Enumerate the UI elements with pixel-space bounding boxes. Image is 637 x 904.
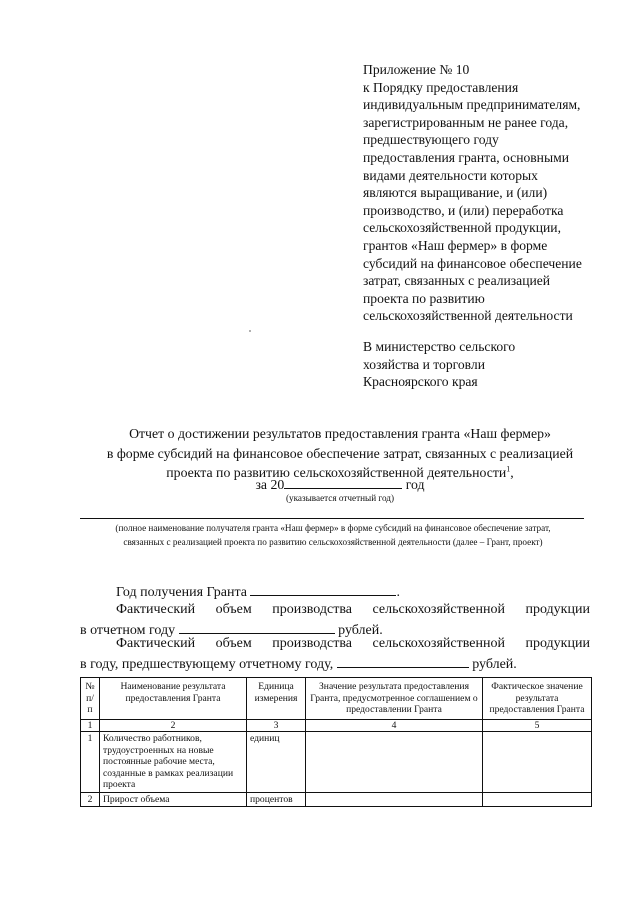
appendix-line: производство, и (или) переработка xyxy=(363,202,564,218)
recipient-note-line: связанных с реализацией проекта по развитию сельскохозяйственной деятельности (далее – Грант, проект) xyxy=(123,537,543,547)
footnote-mark: 1 xyxy=(506,464,511,474)
appendix-line: сельскохозяйственной продукции, xyxy=(363,220,561,236)
appendix-line: предшествующего году xyxy=(363,132,499,148)
grant-year-label: Год получения Гранта xyxy=(116,585,247,600)
addressee-line: хозяйства и торговли xyxy=(363,356,485,372)
row-planned-value[interactable] xyxy=(306,732,483,793)
word: сельскохозяйственной xyxy=(372,636,505,651)
recipient-note-line: (полное наименование получателя гранта «Наш фермер» в форме субсидий на финансовое обеспечение затрат, xyxy=(115,523,551,533)
report-title-line: проекта по развитию сельскохозяйственной деятельности$^1$, xyxy=(166,464,514,480)
row-unit: единиц xyxy=(247,732,306,793)
column-number: 2 xyxy=(100,719,247,732)
report-title-line: в форме субсидий на финансовое обеспечение затрат, связанных с реализацией xyxy=(106,445,574,461)
appendix-line: затрат, связанных с реализацией xyxy=(363,273,551,289)
word: объем xyxy=(215,602,252,617)
year-prefix: за 20 xyxy=(255,477,285,492)
year-blank-field[interactable] xyxy=(284,476,402,489)
table-row xyxy=(81,792,592,807)
addressee-block xyxy=(363,338,623,391)
word: продукции xyxy=(525,636,590,651)
production-previous-line1 xyxy=(116,636,590,652)
grant-year-blank[interactable] xyxy=(250,583,396,596)
grant-year-field xyxy=(116,583,400,601)
appendix-header xyxy=(363,61,623,325)
column-number: 3 xyxy=(247,719,306,732)
word: производства xyxy=(272,602,352,617)
row-result-name: Прирост объема xyxy=(100,792,247,807)
appendix-line: к Порядку предоставления xyxy=(363,79,519,95)
appendix-line: индивидуальным предпринимателям, xyxy=(363,97,581,113)
results-table xyxy=(80,677,592,807)
grant-year-end: . xyxy=(396,585,400,600)
report-title xyxy=(60,424,620,483)
previous-year-prefix: в году, предшествующему отчетному году, xyxy=(80,657,334,672)
column-number: 5 xyxy=(483,719,592,732)
scan-speck xyxy=(249,330,251,332)
year-hint: (указывается отчетный год) xyxy=(285,493,395,503)
reporting-year-amount-blank[interactable] xyxy=(179,621,335,634)
row-result-name: Количество работников, трудоустроенных на новые постоянные рабочие места, созданные в рамках реализации проекта xyxy=(100,732,247,793)
report-title-line3: проекта по развитию сельскохозяйственной деятельности xyxy=(166,465,507,480)
word: объем xyxy=(215,636,252,651)
report-title-line: Отчет о достижении результатов предоставления гранта «Наш фермер» xyxy=(129,426,551,441)
recipient-note xyxy=(72,521,594,549)
appendix-line: сельскохозяйственной деятельности xyxy=(363,308,573,324)
header-cell-planned: Значение результата предоставления Гранта, предусмотренное соглашением о предоставлении Гранта xyxy=(306,678,483,720)
appendix-line: видами деятельности которых xyxy=(363,167,538,183)
column-number: 1 xyxy=(81,719,100,732)
addressee-line: В министерство сельского xyxy=(363,339,516,354)
row-number: 2 xyxy=(81,792,100,807)
previous-year-amount-blank[interactable] xyxy=(337,655,469,668)
recipient-name-line[interactable] xyxy=(80,518,584,519)
report-year-line xyxy=(60,476,620,493)
word: продукции xyxy=(525,602,590,617)
row-unit: процентов xyxy=(247,792,306,807)
header-cell-unit: Единица измерения xyxy=(247,678,306,720)
appendix-line: Приложение № 10 xyxy=(363,62,470,77)
row-planned-value[interactable] xyxy=(306,792,483,807)
word: сельскохозяйственной xyxy=(372,602,505,617)
word: Фактический xyxy=(116,636,196,651)
column-number: 4 xyxy=(306,719,483,732)
appendix-line: предоставления гранта, основными xyxy=(363,149,569,165)
reporting-year-prefix: в отчетном году xyxy=(80,623,176,638)
production-reporting-line1 xyxy=(116,602,590,618)
header-cell-name: Наименование результата предоставления Гранта xyxy=(100,678,247,720)
appendix-line: грантов «Наш фермер» в форме xyxy=(363,237,548,253)
addressee-line: Красноярского края xyxy=(363,374,478,390)
production-previous-line2 xyxy=(80,655,517,673)
rubles-label: рублей. xyxy=(472,657,517,672)
appendix-line: являются выращивание, и (или) xyxy=(363,185,548,201)
row-actual-value[interactable] xyxy=(483,792,592,807)
row-number: 1 xyxy=(81,732,100,793)
header-cell-actual: Фактическое значение результата предоставления Гранта xyxy=(483,678,592,720)
appendix-line: субсидий на финансовое обеспечение xyxy=(363,255,582,271)
word: производства xyxy=(272,636,352,651)
year-suffix: год xyxy=(405,477,425,492)
header-cell-number: № п/п xyxy=(81,678,100,720)
table-column-number-row xyxy=(81,719,592,732)
appendix-line: зарегистрированным не ранее года, xyxy=(363,114,569,130)
word: Фактический xyxy=(116,602,196,617)
table-row xyxy=(81,732,592,793)
row-actual-value[interactable] xyxy=(483,732,592,793)
table-header-row xyxy=(81,678,592,720)
appendix-line: проекта по развитию xyxy=(363,290,485,306)
rubles-label: рублей. xyxy=(338,623,383,638)
